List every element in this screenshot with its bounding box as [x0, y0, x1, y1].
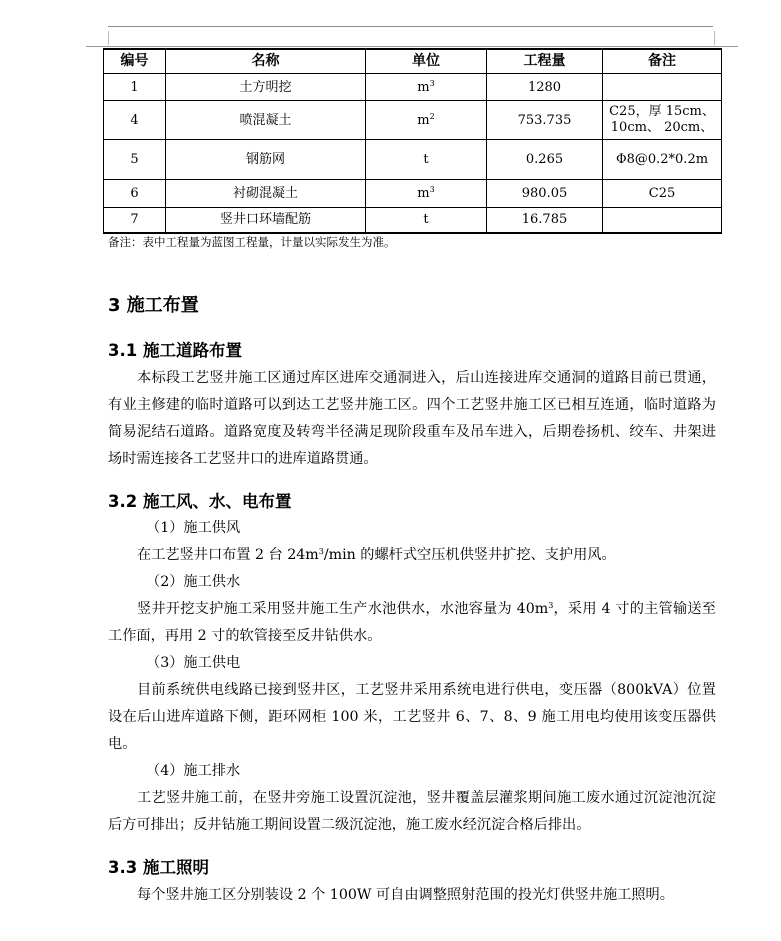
- wind-supply-paragraph: [108, 542, 716, 569]
- cell-unit: [366, 180, 487, 208]
- water-supply-subheading: （2）施工供水: [146, 574, 241, 590]
- water-supply-paragraph: [108, 596, 716, 650]
- header-remark: 备注: [603, 49, 722, 74]
- page-header-line: [86, 46, 738, 47]
- table-row: [104, 180, 722, 208]
- unit-sup: 2: [429, 111, 435, 121]
- section-3-3-paragraph: 每个竖井施工区分别装设 2 个 100W 可自由调整照射范围的投光灯供竖井施工照明。: [137, 887, 674, 903]
- table-row: [104, 74, 722, 101]
- cell-remark: [603, 208, 722, 233]
- water-text-pre: 竖井开挖支护施工采用竖井施工生产水池供水，水池容量为 40m: [137, 601, 549, 617]
- cell-name: 钢筋网: [166, 140, 366, 180]
- cell-quantity: 0.265: [487, 140, 603, 180]
- remark-line: C25: [648, 185, 676, 201]
- power-supply-paragraph: 目前系统供电线路已接到竖井区，工艺竖井采用系统电进行供电，变压器（800kVA）位置设在后山进库道路下侧，距环网柜 100 米，工艺竖井 6、7、8、9 施工用电均使用该变压器供电。: [108, 682, 716, 752]
- power-supply-subheading: （3）施工供电: [146, 655, 241, 671]
- cell-no: 6: [104, 180, 166, 208]
- cell-unit: [366, 140, 487, 180]
- remark-line: 10cm、 20cm、: [610, 120, 714, 135]
- cell-quantity: 980.05: [487, 180, 603, 208]
- section-3-1-heading: 3.1 施工道路布置: [108, 341, 242, 360]
- cell-remark: [603, 140, 722, 180]
- cell-name: 衬砌混凝土: [166, 180, 366, 208]
- cell-remark: [603, 101, 722, 140]
- remark-line: C25，厚 15cm、: [609, 104, 715, 119]
- table-row: [104, 140, 722, 180]
- cell-remark: [603, 74, 722, 101]
- cell-no: 5: [104, 140, 166, 180]
- table-row: [104, 208, 722, 233]
- unit-base: m: [417, 112, 430, 128]
- cell-no: 7: [104, 208, 166, 233]
- wind-text-pre: 在工艺竖井口布置 2 台 24m: [137, 547, 319, 563]
- section-3-1-paragraph: 本标段工艺竖井施工区通过库区进库交通洞进入，后山连接进库交通洞的道路目前已贯通，有业主修建的临时道路可以到达工艺竖井施工区。四个工艺竖井施工区已相互连通，临时道路为简易泥结石道路。道路宽度及转弯半径满足现阶段重车及吊车进入，后期卷扬机、绞车、井架进场时需连接各工艺竖井口的进库道路贯通。: [108, 370, 716, 467]
- page-top-band: [108, 31, 715, 45]
- cell-no: 1: [104, 74, 166, 101]
- cell-quantity: 16.785: [487, 208, 603, 233]
- unit-sup: 3: [429, 185, 435, 194]
- drainage-paragraph: 工艺竖井施工前，在竖井旁施工设置沉淀池，竖井覆盖层灌浆期间施工废水通过沉淀池沉淀后方可排出；反井钻施工期间设置二级沉淀池，施工废水经沉淀合格后排出。: [108, 790, 716, 833]
- unit-base: t: [423, 212, 429, 228]
- wind-text-post: /min 的螺杆式空压机供竖井扩挖、支护用风。: [323, 547, 616, 563]
- cell-unit: [366, 101, 487, 140]
- unit-base: m: [417, 79, 430, 95]
- cell-remark: [603, 180, 722, 208]
- cell-unit: [366, 74, 487, 101]
- unit-sup: 3: [429, 78, 435, 88]
- cell-quantity: 753.735: [487, 101, 603, 140]
- header-no: 编号: [104, 49, 166, 74]
- cell-name: 土方明挖: [166, 74, 366, 101]
- cell-unit: [366, 208, 487, 233]
- cell-no: 4: [104, 101, 166, 140]
- header-unit: 单位: [366, 49, 487, 74]
- wind-supply-subheading: （1）施工供风: [146, 520, 241, 536]
- drainage-subheading: （4）施工排水: [146, 763, 241, 779]
- water-text-post: ，采用 4 寸的主管输送至工作面，再用 2 寸的软管接至反井钻供水。: [108, 601, 716, 644]
- header-name: 名称: [166, 49, 366, 74]
- header-quantity: 工程量: [487, 49, 603, 74]
- table-header-row: [104, 49, 722, 74]
- table-row: [104, 101, 722, 140]
- section-3-heading: 3 施工布置: [108, 295, 199, 316]
- section-3-3-heading: 3.3 施工照明: [108, 858, 209, 877]
- page-top-rule: [108, 26, 713, 27]
- unit-base: m: [417, 186, 430, 201]
- cell-name: 竖井口环墙配筋: [166, 208, 366, 233]
- unit-base: t: [423, 152, 429, 167]
- table-note: 备注：表中工程量为蓝图工程量，计量以实际发生为准。: [108, 235, 396, 249]
- remark-line: Φ8@0.2*0.2m: [615, 151, 709, 167]
- quantity-table: [103, 48, 722, 234]
- water-text-sup: 3: [548, 601, 554, 610]
- wind-text-sup: 3: [318, 547, 324, 556]
- cell-name: 喷混凝土: [166, 101, 366, 140]
- section-3-2-heading: 3.2 施工风、水、电布置: [108, 492, 292, 511]
- cell-quantity: 1280: [487, 74, 603, 101]
